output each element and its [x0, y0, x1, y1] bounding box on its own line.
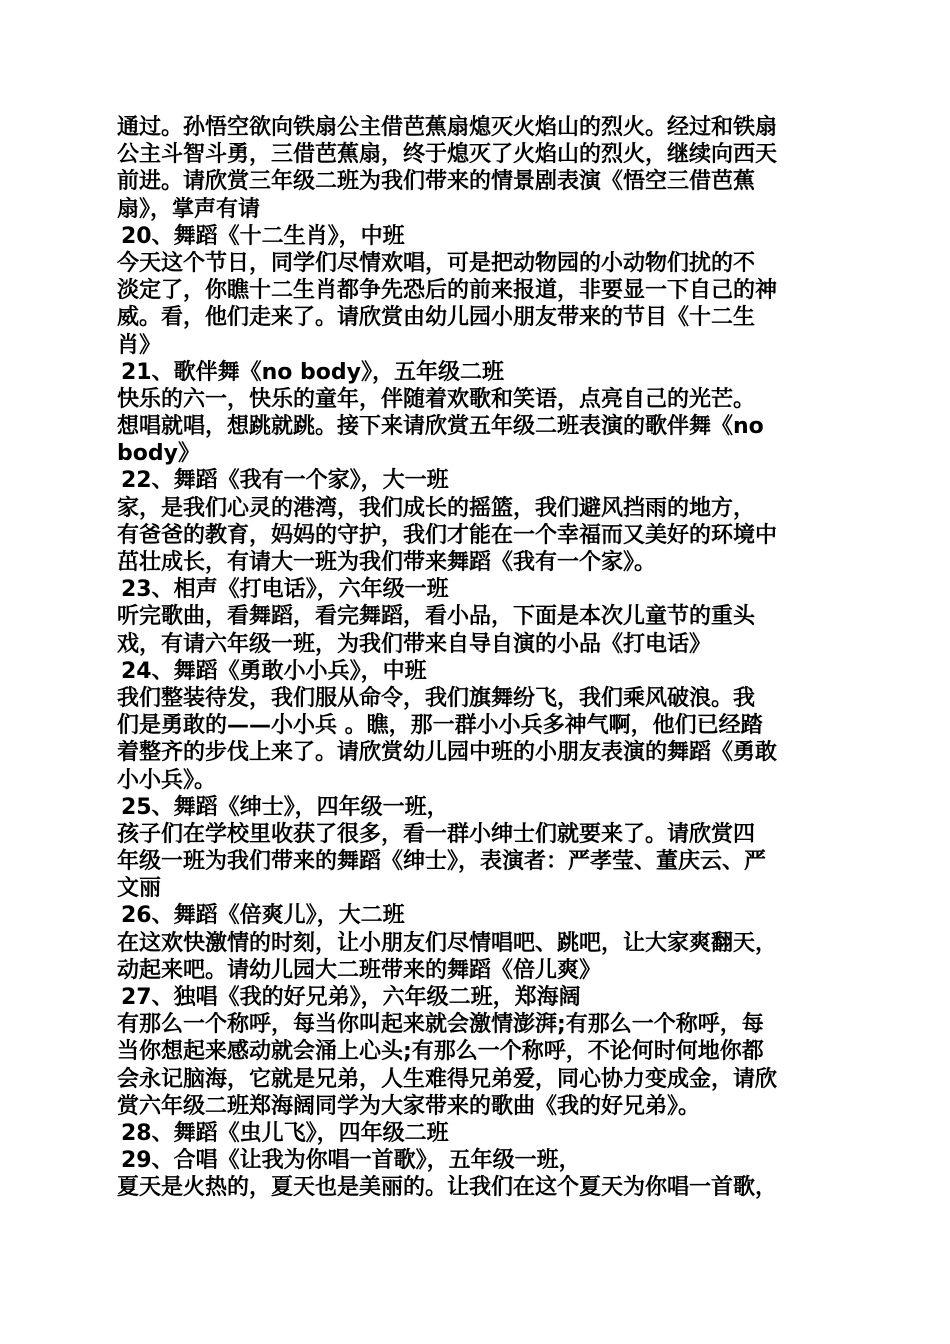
paragraph-line: 当你想起来感动就会涌上心头;有那么一个称呼，不论何时何地你都 — [117, 1039, 764, 1065]
paragraph-line: 听完歌曲，看舞蹈，看完舞蹈，看小品，下面是本次儿童节的重头 — [117, 604, 756, 630]
paragraph-line: 有那么一个称呼，每当你叫起来就会激情澎湃;有那么一个称呼，每 — [117, 1012, 764, 1038]
paragraph-line: 家，是我们心灵的港湾，我们成长的摇篮，我们避风挡雨的地方， — [117, 495, 756, 521]
paragraph-line: 前进。请欣赏三年级二班为我们带来的情景剧表演《悟空三借芭蕉 — [117, 169, 756, 195]
paragraph-line: 文丽 — [117, 876, 162, 902]
paragraph-line: 小小兵》。 — [117, 767, 217, 793]
program-item-title: 29、合唱《让我为你唱一首歌》，五年级一班， — [121, 1148, 581, 1174]
paragraph-line: body》 — [117, 441, 200, 467]
program-item-title: 27、独唱《我的好兄弟》，六年级二班，郑海阔 — [121, 985, 581, 1010]
program-item-title: 21、歌伴舞《no body》，五年级二班 — [121, 359, 505, 385]
paragraph-line: 今天这个节日，同学们尽情欢唱，可是把动物园的小动物们扰的不 — [117, 250, 756, 276]
paragraph-line: 扇》，掌声有请 — [117, 196, 261, 222]
paragraph-line: 公主斗智斗勇，三借芭蕉扇，终于熄灭了火焰山的烈火，继续向西天 — [117, 142, 778, 168]
paragraph-line: 孩子们在学校里收获了很多，看一群小绅士们就要来了。请欣赏四 — [117, 821, 756, 847]
paragraph-line: 通过。孙悟空欲向铁扇公主借芭蕉扇熄灭火焰山的烈火。经过和铁扇 — [117, 115, 778, 140]
document-page — [117, 114, 839, 1202]
paragraph-line: 淡定了，你瞧十二生肖都争先恐后的前来报道，非要显一下自己的神 — [117, 278, 778, 304]
program-item-title: 25、舞蹈《绅士》，四年级一班， — [121, 794, 449, 820]
paragraph-line: 赏六年级二班郑海阔同学为大家带来的歌曲《我的好兄弟》。 — [117, 1093, 701, 1119]
program-item-title: 22、舞蹈《我有一个家》，大一班 — [121, 468, 449, 494]
paragraph-line: 年级一班为我们带来的舞蹈《绅士》，表演者：严孝莹、董庆云、严 — [117, 849, 767, 875]
program-item-title: 23、相声《打电话》，六年级一班 — [121, 577, 449, 603]
paragraph-line: 们是勇敢的——小小兵 。瞧，那一群小小兵多神气啊，他们已经踏 — [117, 713, 763, 739]
program-item-title: 26、舞蹈《倍爽儿》，大二班 — [121, 903, 405, 929]
paragraph-line: 着整齐的步伐上来了。请欣赏幼儿园中班的小朋友表演的舞蹈《勇敢 — [117, 740, 778, 766]
paragraph-line: 肖》 — [117, 332, 162, 358]
paragraph-line: 威。看，他们走来了。请欣赏由幼儿园小朋友带来的节目《十二生 — [117, 305, 756, 331]
program-item-title: 20、舞蹈《十二生肖》，中班 — [121, 223, 405, 249]
paragraph-line: 夏天是火热的，夏天也是美丽的。让我们在这个夏天为你唱一首歌， — [117, 1175, 778, 1201]
paragraph-line: 茁壮成长，有请大一班为我们带来舞蹈《我有一个家》。 — [117, 550, 657, 575]
paragraph-line: 快乐的六一，快乐的童年，伴随着欢歌和笑语，点亮自己的光芒。 — [117, 386, 756, 412]
paragraph-line: 动起来吧。请幼儿园大二班带来的舞蹈《倍儿爽》 — [117, 957, 602, 983]
paragraph-line: 想唱就唱，想跳就跳。接下来请欣赏五年级二班表演的歌伴舞《no — [117, 414, 764, 440]
program-item-title: 28、舞蹈《虫儿飞》，四年级二班 — [121, 1120, 449, 1146]
paragraph-line: 戏，有请六年级一班，为我们带来自导自演的小品《打电话》 — [117, 631, 712, 657]
program-item-title: 24、舞蹈《勇敢小小兵》，中班 — [121, 658, 427, 684]
paragraph-line: 在这欢快激情的时刻，让小朋友们尽情唱吧、跳吧，让大家爽翻天， — [117, 930, 778, 956]
paragraph-line: 我们整装待发，我们服从命令，我们旗舞纷飞，我们乘风破浪。我 — [117, 685, 756, 711]
paragraph-line: 有爸爸的教育，妈妈的守护，我们才能在一个幸福而又美好的环境中 — [117, 522, 778, 548]
paragraph-line: 会永记脑海，它就是兄弟，人生难得兄弟爱，同心协力变成金，请欣 — [117, 1066, 778, 1092]
